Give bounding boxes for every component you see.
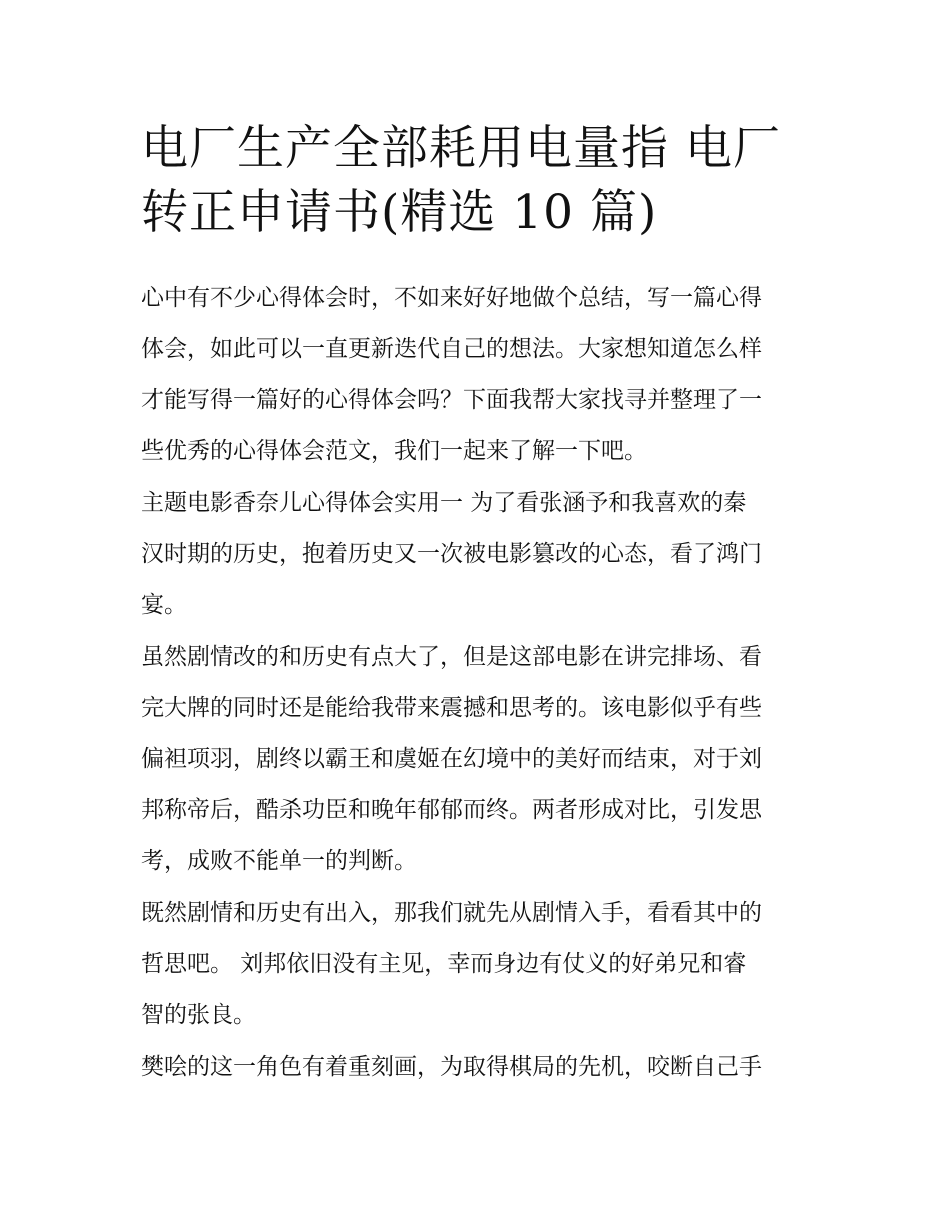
text-line: 完大牌的同时还是能给我带来震撼和思考的。该电影似乎有些 <box>141 695 762 721</box>
text-line: 主题电影香奈儿心得体会实用一 为了看张涵予和我喜欢的秦 <box>141 490 747 516</box>
document-body <box>141 273 821 1094</box>
text-line: 考，成败不能单一的判断。 <box>141 848 417 874</box>
text-line: 心中有不少心得体会时，不如来好好地做个总结，写一篇心得 <box>141 285 762 311</box>
document-title <box>141 117 821 245</box>
text-line: 才能写得一篇好的心得体会吗？下面我帮大家找寻并整理了一 <box>141 387 762 413</box>
paragraph-fankuai <box>141 1042 821 1093</box>
title-line: 电厂生产全部耗用电量指 电厂 <box>141 121 781 176</box>
text-line: 些优秀的心得体会范文，我们一起来了解一下吧。 <box>141 438 647 464</box>
paragraph-plot <box>141 632 821 887</box>
text-line: 偏袒项羽，剧终以霸王和虞姬在幻境中的美好而结束，对于刘 <box>141 746 762 772</box>
text-line: 汉时期的历史，抱着历史又一次被电影篡改的心态，看了鸿门 <box>141 541 762 567</box>
paragraph-theme <box>141 478 821 631</box>
text-line: 邦称帝后，酷杀功臣和晚年郁郁而终。两者形成对比，引发思 <box>141 797 762 823</box>
text-line: 樊哙的这一角色有着重刻画，为取得棋局的先机，咬断自己手 <box>141 1054 762 1080</box>
text-line: 宴。 <box>141 592 187 618</box>
text-line: 智的张良。 <box>141 1002 256 1028</box>
text-line: 既然剧情和历史有出入，那我们就先从剧情入手，看看其中的 <box>141 900 762 926</box>
title-line: 转正申请书(精选 10 篇) <box>141 185 658 240</box>
paragraph-philosophy <box>141 888 821 1041</box>
text-line: 虽然剧情改的和历史有点大了，但是这部电影在讲完排场、看 <box>141 644 762 670</box>
text-line: 体会，如此可以一直更新迭代自己的想法。大家想知道怎么样 <box>141 336 762 362</box>
paragraph-intro <box>141 273 821 477</box>
text-line: 哲思吧。 刘邦依旧没有主见，幸而身边有仗义的好弟兄和睿 <box>141 951 747 977</box>
